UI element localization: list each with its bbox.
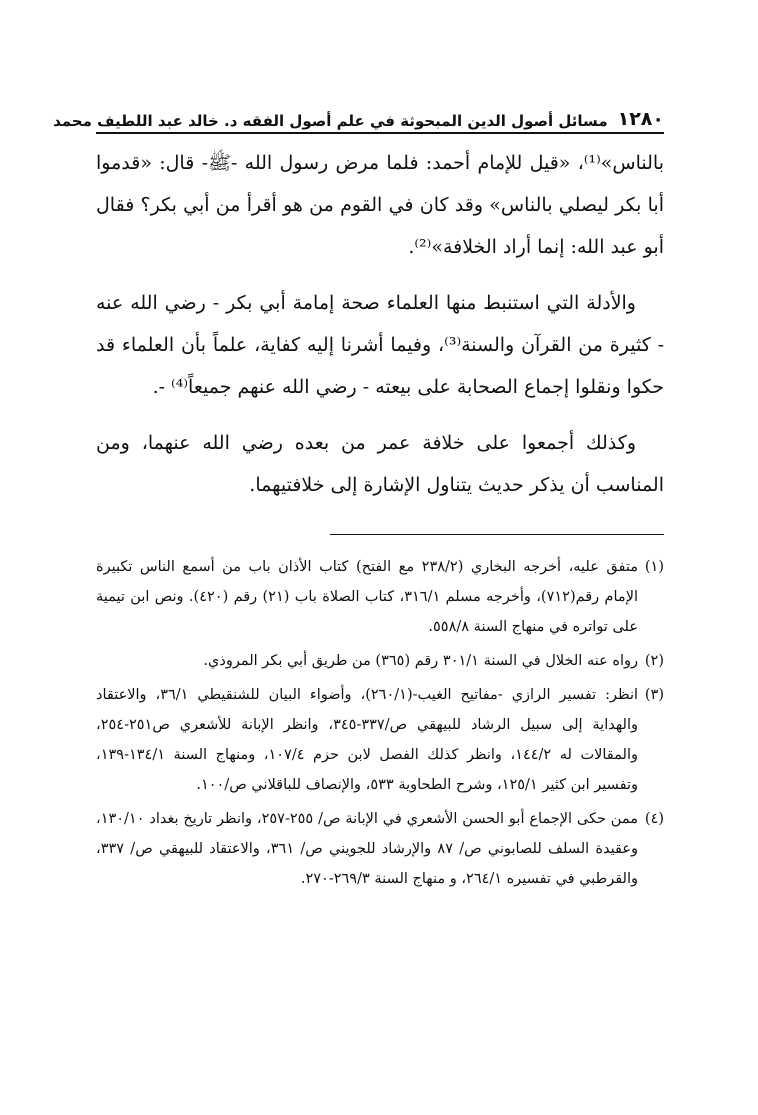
paragraph-1: بالناس»⁽¹⁾، «قيل للإمام أحمد: فلما مرض رسول الله -ﷺ- قال: «قدموا أبا بكر ليصلي بالناس» وقد كان في القوم من هو أقرأ من أبي بكر؟ فقال أبو عبد الله: إنما أراد الخلافة»⁽²⁾. [96, 152, 664, 258]
footnote-4 [96, 804, 664, 894]
footnote-number: (٢) [644, 653, 664, 669]
footnote-text: انظر: تفسير الرازي -مفاتيح الغيب-(٢٦٠/١)، وأضواء البيان للشنقيطي ٣٦/١، والاعتقاد والهداية إلى سبيل الرشاد للبيهقي ص/٣٣٧-٣٤٥، وانظر الإبانة للأشعري ص٢٥١-٢٥٤، والمقالات له ١٤٤/٢، وانظر كذلك الفصل لابن حزم ١٠٧/٤، ومنهاج السنة ١٣٤/١-١٣٩، وتفسير ابن كثير ١٢٥/١، وشرح الطحاوية ٥٣٣، والإنصاف للباقلاني ص/١٠٠. [96, 687, 639, 793]
page-number: ١٢٨٠ [617, 108, 664, 130]
main-text [96, 142, 664, 520]
paragraph-2: والأدلة التي استنبط منها العلماء صحة إمامة أبي بكر - رضي الله عنه - كثيرة من القرآن والسنة⁽³⁾، وفيما أشرنا إليه كفاية، علماً بأن العلماء قد حكوا ونقلوا إجماع الصحابة على بيعته - رضي الله عنهم جميعاً⁽⁴⁾ -. [96, 292, 665, 398]
footnote-1 [96, 552, 664, 642]
footnote-text: رواه عنه الخلال في السنة ٣٠١/١ رقم (٣٦٥) من طريق أبي بكر المروذي. [203, 653, 638, 669]
paragraph-3: وكذلك أجمعوا على خلافة عمر من بعده رضي الله عنهما، ومن المناسب أن يذكر حديث يتناول الإشارة إلى خلافتيهما. [96, 432, 664, 496]
footnote-number: (١) [644, 559, 664, 575]
footnote-3 [96, 680, 664, 800]
footnote-number: (٣) [644, 687, 665, 703]
footnote-number: (٤) [644, 811, 664, 827]
running-title: مسائل أصول الدين المبحوثة في علم أصول الفقه د. خالد عبد اللطيف محمد [53, 112, 608, 130]
footnote-2 [96, 646, 664, 676]
page-header [53, 104, 664, 130]
footnote-text: ممن حكى الإجماع أبو الحسن الأشعري في الإبانة ص/ ٢٥٥-٢٥٧، وانظر تاريخ بغداد ١٣٠/١٠، وعقيدة السلف للصابوني ص/ ٨٧ والإرشاد للجويني ص/ ٣٦١، والاعتقاد للبيهقي ص/ ٣٣٧، والقرطبي في تفسيره ٢٦٤/١، و منهاج السنة ٢٦٩/٣-٢٧٠. [96, 811, 638, 887]
footnote-text: متفق عليه، أخرجه البخاري (٢٣٨/٢ مع الفتح) كتاب الأذان باب من أسمع الناس تكبيرة الإمام رقم(٧١٢)، وأخرجه مسلم ٣١٦/١، كتاب الصلاة باب (٢١) رقم (٤٢٠). ونص ابن تيمية على تواتره في منهاج السنة ٥٥٨/٨. [96, 559, 638, 635]
footnote-divider [330, 534, 664, 535]
header-divider [96, 132, 664, 134]
footnotes [96, 552, 664, 898]
